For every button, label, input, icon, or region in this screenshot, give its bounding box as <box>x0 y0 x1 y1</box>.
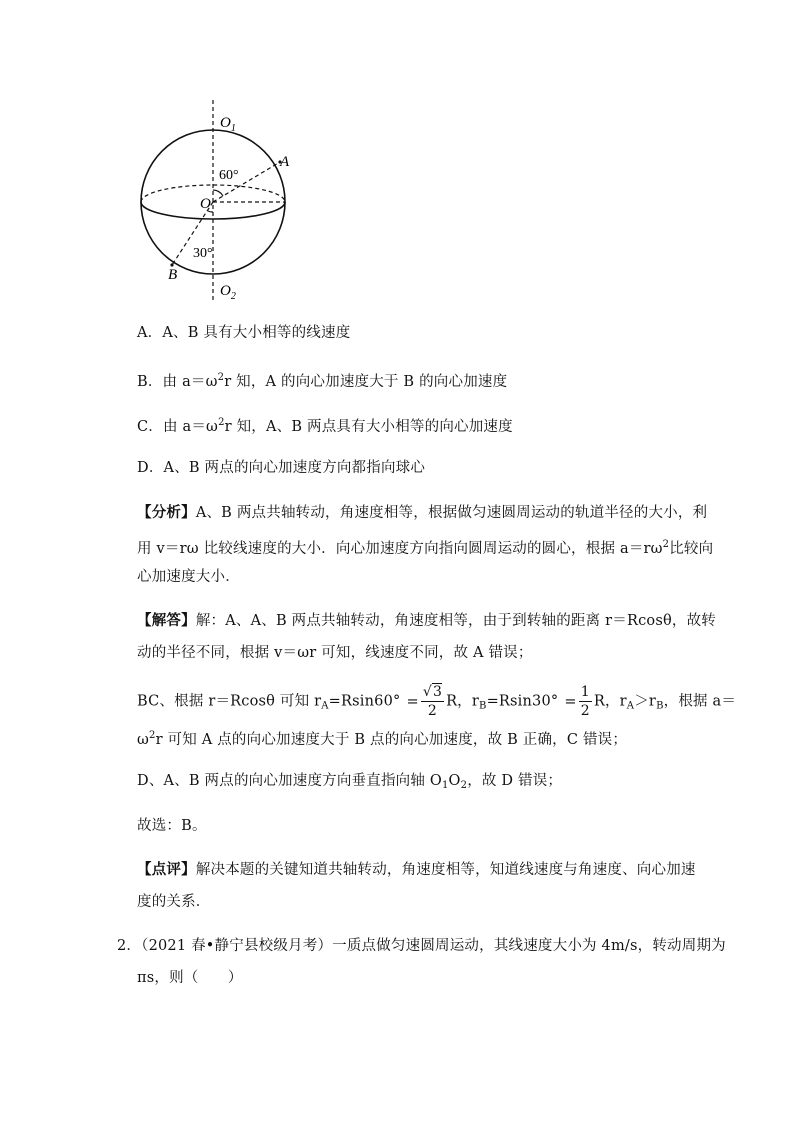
analysis-sup: 2 <box>662 539 670 550</box>
sol-l3-eq2: = <box>564 693 577 710</box>
question-2-line-1: 2．（2021 春•静宁县校级月考）一质点做匀速圆周运动，其线速度大小为 4m/s，转动周期为 <box>117 938 726 954</box>
sol-l3-c: =Rsin30° <box>486 693 559 710</box>
sol-l3-sub-b: B <box>479 700 487 712</box>
label-o2: $O_2$ <box>220 283 236 302</box>
solution-line-4 <box>137 726 627 750</box>
label-a: A <box>280 154 290 170</box>
label-angle-30: 30° <box>193 246 213 261</box>
option-b-post: r 知，A 的向心加速度大于 B 的向心加速度 <box>224 374 508 390</box>
comment-tag: 【点评】 <box>137 861 196 878</box>
analysis-line-1 <box>137 503 707 523</box>
comment-line-2: 度的关系． <box>137 894 211 910</box>
sol-l3-b: =Rsin60° <box>328 693 401 710</box>
solution-line-5 <box>137 771 562 796</box>
sol-l3-end: ，根据 a＝ <box>663 693 737 710</box>
question-2-line-2: πs，则（ ） <box>137 970 243 986</box>
analysis-text-2a: 用 v＝rω 比较线速度的大小．向心加速度方向指向圆周运动的圆心，根据 a＝rω <box>137 541 663 557</box>
option-c-sup: 2 <box>218 417 225 428</box>
analysis-text-2b: 比较向 <box>669 541 714 557</box>
analysis-text-1: A、B 两点共轴转动，角速度相等，根据做匀速圆周运动的轨道半径的大小，利 <box>195 505 708 521</box>
option-d: D．A、B 两点的向心加速度方向都指向球心 <box>137 460 426 476</box>
sol-l3-r2: R，r <box>593 693 627 710</box>
frac1-num: 3 <box>432 684 443 700</box>
solution-line-3 <box>137 683 736 725</box>
equator-front <box>141 202 285 219</box>
sol-l3-gt: ＞r <box>634 693 657 710</box>
solution-line-1 <box>137 611 716 631</box>
sol-l3-r1: R，r <box>446 693 480 710</box>
fraction-sqrt3-over-2: $\frac{√3}{2}$ <box>422 684 443 719</box>
sol-l5-mid: O <box>448 773 461 789</box>
solution-text-1: 解：A、A、B 两点共轴转动，角速度相等，由于到转轴的距离 r＝Rcosθ，故转 <box>195 613 716 629</box>
fraction-1-over-2 <box>579 683 592 720</box>
sol-l4-post: r 可知 A 点的向心加速度大于 B 点的向心加速度，故 B 正确，C 错误； <box>155 732 628 748</box>
solution-tag: 【解答】 <box>137 612 196 629</box>
frac2-den: 2 <box>580 703 590 719</box>
sol-l5-sub2: 2 <box>460 780 468 791</box>
comment-line-1 <box>137 860 696 880</box>
sol-l3-a: BC、根据 r＝Rcosθ 可知 r <box>137 693 322 710</box>
frac1-den: 2 <box>427 703 437 719</box>
option-c <box>137 413 513 437</box>
label-b: B <box>168 267 178 283</box>
sol-l3-sub-d: B <box>656 700 664 712</box>
option-c-post: r 知，A、B 两点具有大小相等的向心加速度 <box>224 419 513 435</box>
analysis-line-3: 心加速度大小． <box>137 569 240 585</box>
analysis-line-2 <box>137 535 713 559</box>
solution-line-6: 故选：B。 <box>137 818 207 834</box>
sol-l3-sub-a: A <box>321 700 329 712</box>
label-angle-60: 60° <box>219 168 239 183</box>
frac2-num: 1 <box>580 684 590 700</box>
option-a: A．A、B 具有大小相等的线速度 <box>137 325 351 341</box>
option-c-pre: C．由 a＝ω <box>137 419 219 435</box>
label-o: O <box>200 196 211 212</box>
sol-l5-pre: D、A、B 两点的向心加速度方向垂直指向轴 O <box>137 773 442 789</box>
sol-l5-post: ，故 D 错误； <box>467 773 563 789</box>
option-b-sup: 2 <box>217 372 225 383</box>
sol-l5-sub1: 1 <box>441 780 449 791</box>
option-b-pre: B．由 a＝ω <box>137 374 218 390</box>
analysis-tag: 【分析】 <box>137 504 196 521</box>
option-b <box>137 368 507 392</box>
sphere-figure <box>130 95 310 305</box>
comment-text-1: 解决本题的关键知道共轴转动，角速度相等，知道线速度与角速度、向心加速 <box>195 862 696 878</box>
sol-l3-sub-c: A <box>626 700 635 712</box>
solution-line-2: 动的半径不同，根据 v＝ωr 可知，线速度不同，故 A 错误； <box>137 645 533 661</box>
angle-arc-60 <box>213 190 223 196</box>
sol-l4-sup: 2 <box>149 730 156 741</box>
label-o1: $O_1$ <box>220 115 236 134</box>
sol-l3-eq: = <box>406 693 419 710</box>
sol-l4-pre: ω <box>137 732 150 748</box>
